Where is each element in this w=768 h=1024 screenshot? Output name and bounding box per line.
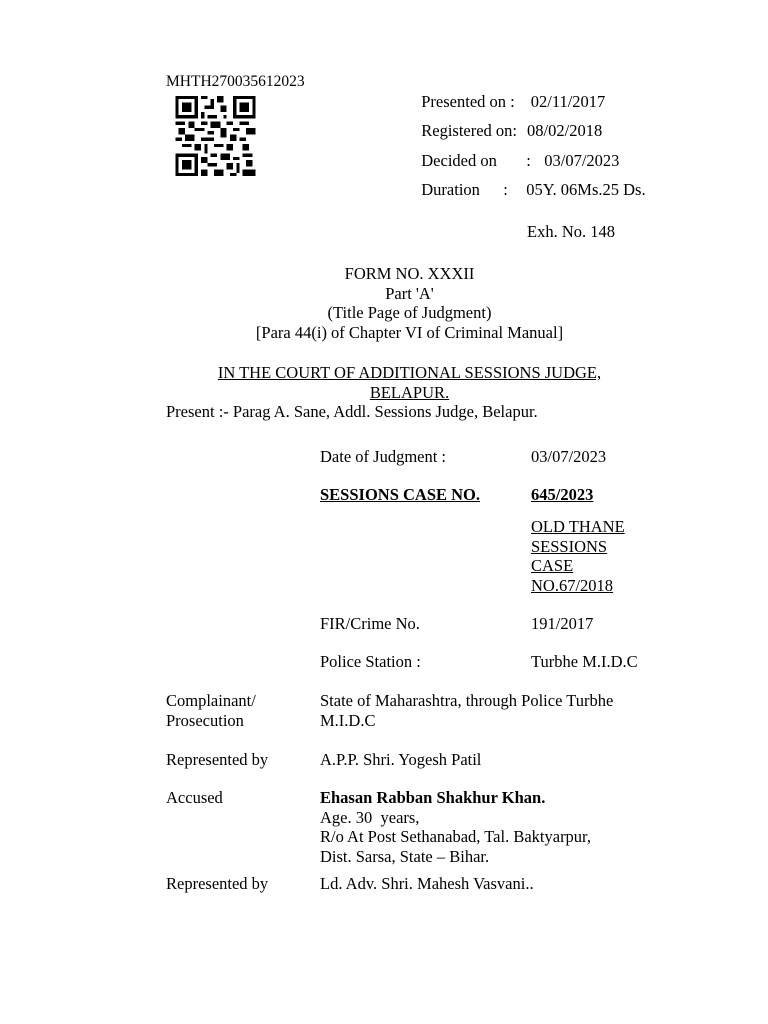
qr-code-icon: [174, 96, 257, 176]
presiding-judge: Present :- Parag A. Sane, Addl. Sessions Judge, Belapur.: [166, 402, 538, 421]
defence-represented-value: Ld. Adv. Shri. Mahesh Vasvani..: [320, 874, 534, 893]
judgment-date-label: Date of Judgment :: [320, 447, 447, 466]
presented-label: Presented on :: [421, 92, 515, 111]
old-case-line-3: CASE: [531, 556, 574, 575]
decided-sep: :: [526, 151, 531, 170]
fir-value: 191/2017: [531, 614, 594, 633]
accused-label: Accused: [166, 788, 223, 807]
old-case-line-1: OLD THANE: [531, 517, 625, 536]
cnr-number: MHTH270035612023: [166, 73, 305, 90]
decided-value: 03/07/2023: [544, 151, 620, 170]
accused-name: Ehasan Rabban Shakhur Khan.: [320, 788, 546, 807]
accused-address-line-1: R/o At Post Sethanabad, Tal. Baktyarpur,: [320, 827, 592, 846]
registered-label: Registered on:: [421, 121, 518, 140]
duration: [413, 161, 646, 199]
complainant-value-line-2: M.I.D.C: [320, 711, 376, 730]
sessions-case-value: 645/2023: [531, 485, 594, 504]
court-location: BELAPUR.: [369, 383, 450, 402]
judgment-date-value: 03/07/2023: [531, 447, 607, 466]
duration-value: 05Y. 06Ms.25 Ds.: [526, 180, 646, 199]
police-station-value: Turbhe M.I.D.C: [531, 652, 638, 671]
duration-sep: :: [503, 180, 508, 199]
accused-address-line-2: Dist. Sarsa, State – Bihar.: [320, 847, 490, 866]
form-subtitle: (Title Page of Judgment): [327, 303, 492, 322]
registered-value: 08/02/2018: [527, 121, 603, 140]
fir-label: FIR/Crime No.: [320, 614, 420, 633]
police-station-label: Police Station :: [320, 652, 421, 671]
accused-age: Age. 30 years,: [320, 808, 420, 827]
presented-value: 02/11/2017: [530, 92, 606, 111]
decided-label: Decided on: [421, 151, 497, 170]
form-number: FORM NO. XXXII: [344, 264, 475, 283]
form-part: Part 'A': [385, 284, 434, 303]
complainant-label-line-1: Complainant/: [166, 691, 256, 710]
duration-label: Duration: [421, 180, 480, 199]
prosecution-represented-label: Represented by: [166, 750, 269, 769]
exhibit-number: Exh. No. 148: [527, 222, 615, 241]
prosecution-represented-value: A.P.P. Shri. Yogesh Patil: [320, 750, 482, 769]
court-heading: IN THE COURT OF ADDITIONAL SESSIONS JUDGE,: [217, 363, 602, 382]
complainant-label-line-2: Prosecution: [166, 711, 244, 730]
defence-represented-label: Represented by: [166, 874, 269, 893]
old-case-line-2: SESSIONS: [531, 537, 608, 556]
sessions-case-label: SESSIONS CASE NO.: [320, 485, 481, 504]
complainant-value-line-1: State of Maharashtra, through Police Turbhe: [320, 691, 614, 710]
old-case-line-4: NO.67/2018: [531, 576, 614, 595]
form-reference: [Para 44(i) of Chapter VI of Criminal Manual]: [255, 323, 564, 342]
